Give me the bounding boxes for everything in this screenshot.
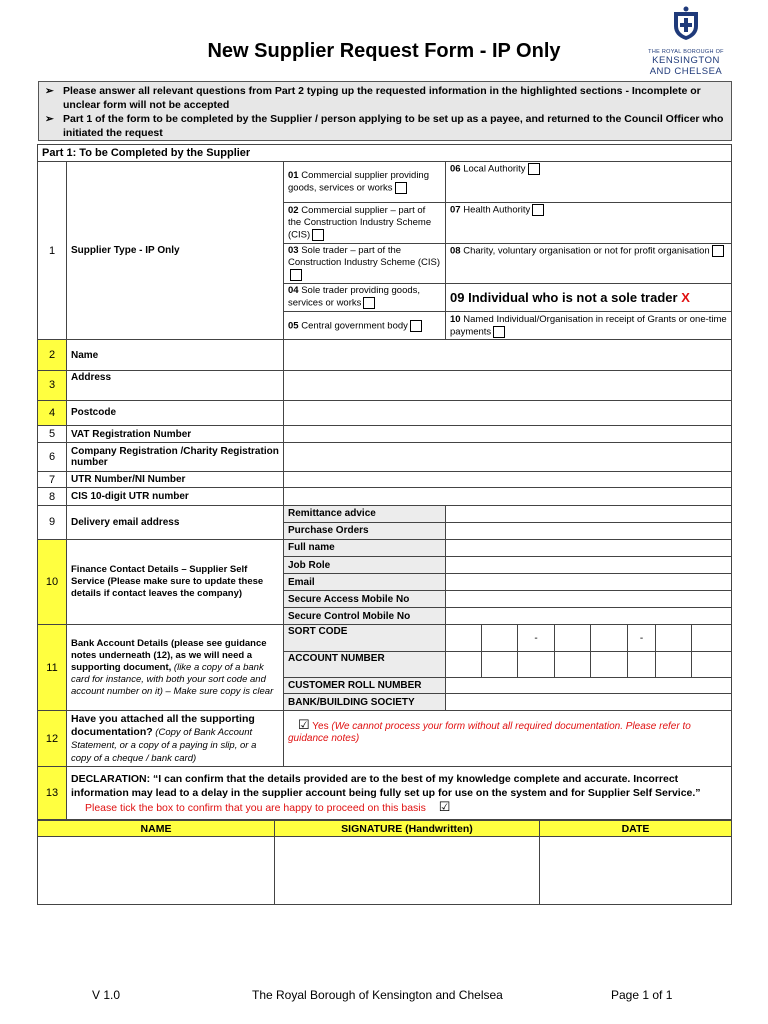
logo-small-text: THE ROYAL BOROUGH OF bbox=[648, 49, 724, 55]
instructions-box bbox=[38, 81, 732, 141]
crest-icon bbox=[669, 6, 703, 42]
roll-number-label: CUSTOMER ROLL NUMBER bbox=[284, 677, 446, 693]
checkbox[interactable] bbox=[493, 326, 505, 338]
cis-utr-label: CIS 10-digit UTR number bbox=[67, 488, 284, 505]
type-option-04[interactable]: 04 Sole trader providing goods, services or works bbox=[284, 284, 446, 312]
account-digit[interactable] bbox=[591, 651, 628, 677]
checked-box-icon[interactable]: ☑ bbox=[438, 798, 451, 814]
sort-code-digit[interactable] bbox=[446, 625, 482, 651]
name-field[interactable] bbox=[284, 340, 732, 370]
company-registration-field[interactable] bbox=[284, 443, 732, 472]
type-option-03[interactable]: 03 Sole trader – part of the Construction Industry Scheme (CIS) bbox=[284, 243, 446, 283]
row-number: 8 bbox=[38, 488, 67, 505]
postcode-label: Postcode bbox=[67, 400, 284, 425]
sort-code-digit[interactable]: - bbox=[628, 625, 656, 651]
type-option-06[interactable]: 06 Local Authority bbox=[446, 162, 732, 203]
council-logo bbox=[646, 6, 726, 77]
row-number: 12 bbox=[38, 711, 67, 767]
job-role-field[interactable] bbox=[446, 556, 732, 573]
account-digit[interactable] bbox=[446, 651, 482, 677]
company-registration-label: Company Registration /Charity Registration number bbox=[67, 443, 284, 472]
type-option-09[interactable]: 09 Individual who is not a sole trader X bbox=[446, 284, 732, 312]
checkbox[interactable] bbox=[312, 229, 324, 241]
utr-field[interactable] bbox=[284, 472, 732, 488]
type-option-02[interactable]: 02 Commercial supplier – part of the Construction Industry Scheme (CIS) bbox=[284, 203, 446, 243]
access-mobile-field[interactable] bbox=[446, 591, 732, 608]
docs-note: (We cannot process your form without all required documentation. Please refer to guidance notes) bbox=[288, 721, 691, 745]
arrow-bullet-icon: ➢ bbox=[45, 113, 54, 125]
form-title: New Supplier Request Form - IP Only bbox=[207, 40, 561, 62]
account-number-label: ACCOUNT NUMBER bbox=[284, 651, 446, 677]
signature-table bbox=[37, 820, 732, 905]
vat-field[interactable] bbox=[284, 426, 732, 443]
roll-number-field[interactable] bbox=[446, 677, 732, 693]
control-mobile-field[interactable] bbox=[446, 608, 732, 625]
declaration-text: DECLARATION: “I can confirm that the details provided are to the best of my knowledge complete and accurate. Incorrect information may lead to a delay in the supplier account being fully set up for use on the system and for Supplier Self Service.” bbox=[71, 772, 701, 799]
finance-contact-label: Finance Contact Details – Supplier Self Service (Please make sure to update these details if contact leaves the company) bbox=[67, 539, 284, 625]
type-option-01[interactable]: 01 Commercial supplier providing goods, services or works bbox=[284, 162, 446, 203]
yes-label: Yes bbox=[312, 721, 329, 733]
row-number: 11 bbox=[38, 625, 67, 711]
row-number: 13 bbox=[38, 767, 67, 820]
account-digit[interactable] bbox=[628, 651, 656, 677]
footer-organisation: The Royal Borough of Kensington and Chelsea bbox=[252, 988, 503, 1002]
address-label: Address bbox=[67, 370, 284, 400]
signature-field[interactable] bbox=[275, 837, 540, 905]
type-option-05[interactable]: 05 Central government body bbox=[284, 312, 446, 340]
sort-code-label: SORT CODE bbox=[284, 625, 446, 651]
address-field[interactable] bbox=[284, 370, 732, 400]
account-digit[interactable] bbox=[555, 651, 591, 677]
full-name-field[interactable] bbox=[446, 539, 732, 556]
checkbox[interactable] bbox=[712, 245, 724, 257]
row-number: 4 bbox=[38, 400, 67, 425]
checkbox[interactable] bbox=[363, 297, 375, 309]
row-number: 7 bbox=[38, 472, 67, 488]
page-number: Page 1 of 1 bbox=[611, 988, 673, 1002]
purchase-orders-label: Purchase Orders bbox=[284, 522, 446, 539]
instruction-text: Part 1 of the form to be completed by the Supplier / person applying to be set up as a payee, and returned to the Council Officer who initiated the request bbox=[63, 113, 724, 139]
purchase-orders-email-field[interactable] bbox=[446, 522, 732, 539]
sort-code-digit[interactable]: - bbox=[518, 625, 555, 651]
row-number: 3 bbox=[38, 370, 67, 400]
bank-name-label: BANK/BUILDING SOCIETY bbox=[284, 693, 446, 710]
logo-line-2: AND CHELSEA bbox=[649, 66, 723, 77]
supporting-docs-answer[interactable] bbox=[284, 711, 732, 767]
full-name-label: Full name bbox=[284, 539, 446, 556]
declaration-instruction: Please tick the box to confirm that you are happy to proceed on this basis bbox=[85, 801, 426, 814]
part1-heading: Part 1: To be Completed by the Supplier bbox=[38, 145, 732, 162]
checked-box-icon[interactable]: ☑ bbox=[298, 717, 310, 733]
checkbox[interactable] bbox=[528, 163, 540, 175]
remittance-email-field[interactable] bbox=[446, 505, 732, 522]
delivery-email-label: Delivery email address bbox=[67, 505, 284, 539]
type-option-10[interactable]: 10 Named Individual/Organisation in receipt of Grants or one-time payments bbox=[446, 312, 732, 340]
type-option-08[interactable]: 08 Charity, voluntary organisation or not for profit organisation bbox=[446, 243, 732, 283]
row-number: 10 bbox=[38, 539, 67, 625]
sort-code-digit[interactable] bbox=[591, 625, 628, 651]
sort-code-digit[interactable] bbox=[555, 625, 591, 651]
logo-line-1: KENSINGTON bbox=[652, 55, 720, 66]
name-header: NAME bbox=[38, 821, 275, 837]
date-field[interactable] bbox=[540, 837, 732, 905]
account-digit[interactable] bbox=[656, 651, 692, 677]
supplier-type-label: Supplier Type - IP Only bbox=[67, 162, 284, 340]
signatory-name-field[interactable] bbox=[38, 837, 275, 905]
supplier-form-table bbox=[37, 144, 732, 820]
version-label: V 1.0 bbox=[92, 988, 121, 1002]
job-role-label: Job Role bbox=[284, 556, 446, 573]
sort-code-digit[interactable] bbox=[656, 625, 692, 651]
signature-header: SIGNATURE (Handwritten) bbox=[275, 821, 540, 837]
type-option-07[interactable]: 07 Health Authority bbox=[446, 203, 732, 243]
control-mobile-label: Secure Control Mobile No bbox=[284, 608, 446, 625]
account-digit[interactable] bbox=[482, 651, 518, 677]
date-header: DATE bbox=[540, 821, 732, 837]
sort-code-digit[interactable] bbox=[482, 625, 518, 651]
declaration bbox=[67, 767, 732, 820]
remittance-label: Remittance advice bbox=[284, 505, 446, 522]
vat-label: VAT Registration Number bbox=[67, 426, 284, 443]
row-number: 1 bbox=[38, 162, 67, 340]
row-number: 5 bbox=[38, 426, 67, 443]
access-mobile-label: Secure Access Mobile No bbox=[284, 591, 446, 608]
cis-utr-field[interactable] bbox=[284, 488, 732, 505]
bank-details-label: Bank Account Details (please see guidance notes underneath (12), as we will need a supporting document, (like a copy of a bank card for instance, with both your sort code and account number on it) – Make sure copy is clear bbox=[67, 625, 284, 711]
utr-label: UTR Number/NI Number bbox=[67, 472, 284, 488]
instruction-item bbox=[45, 112, 725, 140]
instruction-text: Please answer all relevant questions from Part 2 typing up the requested information in the highlighted sections - Incomplete or unclear form will not be accepted bbox=[63, 85, 701, 111]
account-digit[interactable] bbox=[518, 651, 555, 677]
postcode-field[interactable] bbox=[284, 400, 732, 425]
name-label: Name bbox=[67, 340, 284, 370]
email-label: Email bbox=[284, 574, 446, 591]
checkbox[interactable] bbox=[532, 204, 544, 216]
sort-code-digit[interactable] bbox=[692, 625, 732, 651]
checkbox[interactable] bbox=[395, 182, 407, 194]
row-number: 2 bbox=[38, 340, 67, 370]
checkbox[interactable] bbox=[290, 269, 302, 281]
checkbox[interactable] bbox=[410, 320, 422, 332]
instruction-item bbox=[45, 84, 725, 112]
row-number: 9 bbox=[38, 505, 67, 539]
selected-mark: X bbox=[681, 290, 690, 306]
bank-name-field[interactable] bbox=[446, 693, 732, 710]
row-number: 6 bbox=[38, 443, 67, 472]
email-field[interactable] bbox=[446, 574, 732, 591]
supporting-docs-label: Have you attached all the supporting documentation? (Copy of Bank Account Statement, or a copy of a paying in slip, or a copy of a cheque / bank card) bbox=[67, 711, 284, 767]
arrow-bullet-icon: ➢ bbox=[45, 85, 54, 97]
account-digit[interactable] bbox=[692, 651, 732, 677]
